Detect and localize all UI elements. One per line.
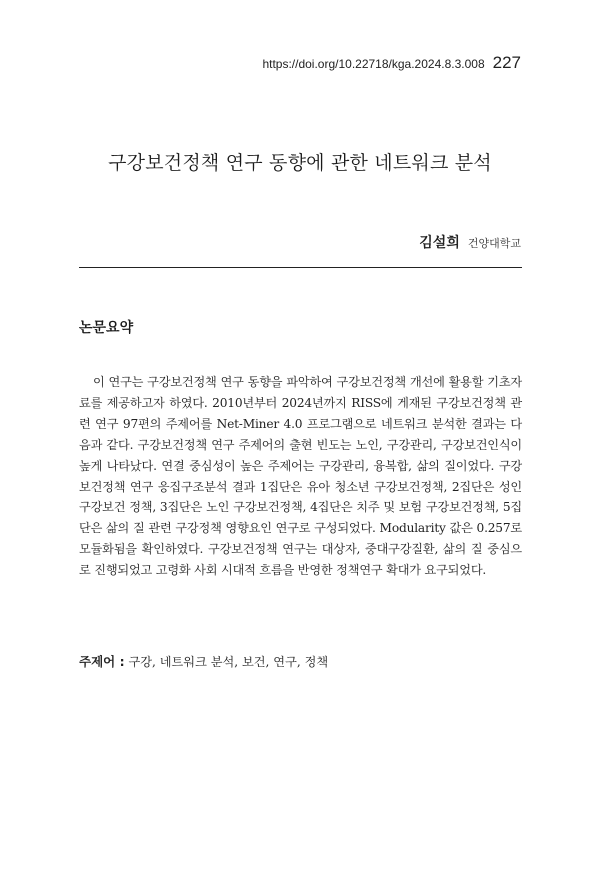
paper-title: 구강보건정책 연구 동향에 관한 네트워크 분석 [108,152,492,174]
page-header [262,53,521,73]
title-divider [79,267,522,268]
page-number: 227 [492,53,521,72]
author-name: 김설희 [419,235,460,251]
author-affiliation: 건양대학교 [467,237,521,250]
doi-link[interactable]: https://doi.org/10.22718/kga.2024.8.3.008 [262,57,485,71]
abstract-body: 이 연구는 구강보건정책 연구 동향을 파악하여 구강보건정책 개선에 활용할 기초자료를 제공하고자 하였다. 2010년부터 2024년까지 RISS에 게재된 구강보건정책 관련 연구 97편의 주제어를 Net-Miner 4.0 프로그램으로 네트워크 분석한 결과는 다음과 같다. 구강보건정책 연구 주제어의 출현 빈도는 노인, 구강관리, 구강보건인식이 높게 나타났다. 연결 중심성이 높은 주제어는 구강관리, 융복합, 삶의 질이었다. 구강보건정책 연구 응집구조분석 결과 1집단은 유아 청소년 구강보건정책, 2집단은 성인 구강보건 정책, 3집단은 노인 구강보건정책, 4집단은 치주 및 보험 구강보건정책, 5집단은 삶의 질 관련 구강정책 영향요인 연구로 구성되었다. Modularity 값은 0.257로 모듈화됨을 확인하였다. 구강보건정책 연구는 대상자, 중대구강질환, 삶의 질 중심으로 진행되었고 고령화 사회 시대적 흐름을 반영한 정책연구 확대가 요구되었다. [79,375,522,578]
abstract-heading: 논문요약 [79,320,134,336]
keywords-label: 주제어 : [79,654,125,669]
author-line [419,232,521,252]
keywords-line [79,652,522,670]
keywords-value: 구강, 네트워크 분석, 보건, 연구, 정책 [128,655,329,669]
